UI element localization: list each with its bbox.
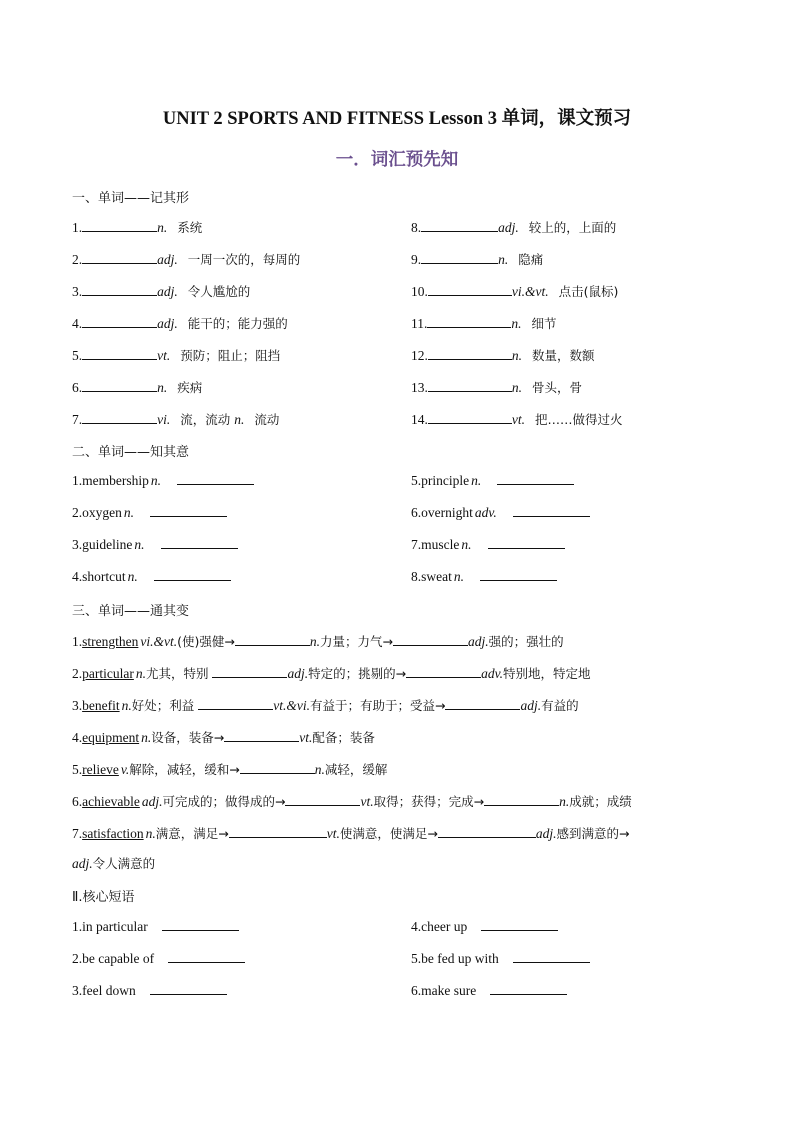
answer-blank[interactable] — [497, 472, 574, 485]
word-form-continuation — [72, 854, 155, 872]
english-word: guideline — [82, 537, 133, 552]
item-number: 2. — [72, 666, 83, 681]
part-of-speech: vt. — [326, 826, 340, 841]
answer-blank[interactable] — [82, 315, 157, 328]
base-word: achievable — [82, 794, 140, 809]
part-of-speech: n. — [453, 569, 464, 584]
part-of-speech: n. — [314, 762, 325, 777]
vocab-row — [411, 346, 595, 364]
phrase-row — [72, 982, 227, 999]
item-number: 1. — [72, 634, 83, 649]
word-meaning-row — [411, 568, 557, 585]
meaning: 流动 — [254, 412, 280, 427]
answer-blank[interactable] — [240, 761, 315, 774]
item-number: 5. — [411, 473, 422, 488]
part-of-speech: vt. — [360, 794, 374, 809]
part-of-speech: n. — [511, 348, 522, 363]
meaning: 成就；成绩 — [569, 794, 632, 809]
item-number: 1. — [72, 220, 83, 235]
phrase: 4.cheer up — [411, 919, 468, 934]
word-meaning-row — [72, 472, 254, 489]
english-word: oxygen — [82, 505, 122, 520]
vocab-row — [72, 410, 279, 428]
item-number: 11. — [411, 316, 428, 331]
item-number: 3. — [72, 698, 83, 713]
vocab-row — [411, 314, 557, 332]
item-number: 3. — [72, 284, 83, 299]
answer-blank[interactable] — [82, 379, 157, 392]
part-of-speech: vi.&vt. — [511, 284, 549, 299]
answer-blank[interactable] — [490, 982, 567, 995]
section-subtitle: 一．词汇预先知 — [335, 150, 459, 170]
answer-blank[interactable] — [224, 729, 299, 742]
section1-heading: 一、单词——记其形 — [72, 191, 190, 206]
phrase-row — [411, 918, 558, 935]
answer-blank[interactable] — [161, 536, 238, 549]
answer-blank[interactable] — [150, 982, 227, 995]
part-of-speech: adj. — [535, 826, 557, 841]
word-meaning-row — [72, 536, 238, 553]
item-number: 1. — [72, 473, 83, 488]
phrase-row — [411, 950, 590, 967]
item-number: 10. — [411, 284, 428, 299]
part-of-speech: adj. — [498, 220, 519, 235]
base-word: equipment — [82, 730, 140, 745]
part-of-speech: adj. — [287, 666, 309, 681]
word-form-row — [72, 760, 387, 778]
answer-blank[interactable] — [421, 251, 498, 264]
answer-blank[interactable] — [154, 568, 231, 581]
part-of-speech: adj. — [157, 316, 178, 331]
part-of-speech: n. — [157, 220, 168, 235]
meaning: 强的；强壮的 — [488, 634, 564, 649]
meaning: 系统 — [177, 220, 203, 235]
part-of-speech: vt. — [157, 348, 171, 363]
english-word: membership — [82, 473, 149, 488]
meaning: 尤其，特别 — [145, 666, 213, 681]
word-form-row — [72, 824, 629, 842]
part-of-speech: n. — [135, 666, 146, 681]
part-of-speech: adj. — [141, 794, 163, 809]
word-form-row — [72, 696, 579, 714]
part-of-speech: n. — [461, 537, 472, 552]
vocab-row — [72, 346, 280, 364]
part-of-speech: n. — [123, 505, 134, 520]
item-number: 6. — [411, 505, 422, 520]
answer-blank[interactable] — [82, 411, 157, 424]
answer-blank[interactable] — [162, 918, 239, 931]
part-of-speech: n. — [134, 537, 145, 552]
part-of-speech: adj. — [72, 856, 93, 871]
meaning: 点击(鼠标) — [558, 284, 619, 299]
vocab-row — [411, 218, 616, 236]
part-of-speech: n. — [511, 380, 522, 395]
item-number: 4. — [72, 730, 83, 745]
meaning: 流，流动 — [180, 412, 235, 427]
item-number: 7. — [72, 412, 83, 427]
answer-blank[interactable] — [82, 347, 157, 360]
answer-blank[interactable] — [177, 472, 254, 485]
answer-blank[interactable] — [438, 825, 536, 838]
meaning: (使)强健→ — [177, 634, 235, 649]
vocab-row — [72, 282, 250, 300]
meaning: 力量；力气→ — [319, 634, 393, 649]
vocab-row — [411, 282, 618, 300]
vocab-row — [72, 218, 202, 236]
vocab-row — [72, 314, 288, 332]
base-word: relieve — [82, 762, 119, 777]
answer-blank[interactable] — [235, 633, 310, 646]
answer-blank[interactable] — [82, 283, 157, 296]
item-number: 13. — [411, 380, 428, 395]
part-of-speech: n. — [157, 380, 168, 395]
meaning: 较上的，上面的 — [528, 220, 617, 235]
meaning: 隐痛 — [518, 252, 544, 267]
part-of-speech: v. — [120, 762, 130, 777]
answer-blank[interactable] — [513, 504, 590, 517]
phrase: 2.be capable of — [72, 951, 155, 966]
part-of-speech: adj. — [467, 634, 489, 649]
item-number: 5. — [72, 348, 83, 363]
answer-blank[interactable] — [484, 793, 559, 806]
english-word: shortcut — [82, 569, 126, 584]
meaning: 设备，装备→ — [151, 730, 225, 745]
item-number: 8. — [411, 220, 422, 235]
part-of-speech: n. — [559, 794, 570, 809]
item-number: 8. — [411, 569, 422, 584]
meaning: 减轻，缓解 — [324, 762, 388, 777]
item-number: 2. — [72, 505, 83, 520]
item-number: 14. — [411, 412, 428, 427]
item-number: 7. — [411, 537, 422, 552]
page-title: UNIT 2 SPORTS AND FITNESS Lesson 3 单词，课文预习 — [162, 109, 632, 129]
vocab-row — [72, 250, 300, 268]
meaning: 可完成的；做得成的→ — [162, 794, 286, 809]
item-number: 12. — [411, 348, 428, 363]
word-meaning-row — [411, 472, 574, 489]
vocab-row — [411, 378, 582, 396]
answer-blank[interactable] — [427, 315, 511, 328]
part-of-speech: vi. — [157, 412, 171, 427]
phrase-row — [72, 950, 245, 967]
part-of-speech: adj. — [157, 252, 178, 267]
part-of-speech: adv. — [474, 505, 497, 520]
meaning: 满意，满足→ — [155, 826, 229, 841]
answer-blank[interactable] — [428, 347, 512, 360]
answer-blank[interactable] — [198, 697, 273, 710]
meaning: 有益于；有助于；受益→ — [309, 698, 446, 713]
section3-heading: 三、单词——通其变 — [72, 604, 190, 619]
meaning: 令人满意的 — [92, 856, 156, 871]
answer-blank[interactable] — [212, 665, 287, 678]
answer-blank[interactable] — [285, 793, 360, 806]
meaning: 骨头，骨 — [532, 380, 583, 395]
item-number: 2. — [72, 252, 83, 267]
english-word: principle — [421, 473, 470, 488]
vocab-row — [411, 250, 543, 268]
english-word: sweat — [421, 569, 452, 584]
word-form-row — [72, 728, 375, 746]
word-meaning-row — [411, 536, 565, 553]
phrase-row — [411, 982, 567, 999]
meaning: 取得；获得；完成→ — [373, 794, 485, 809]
base-word: satisfaction — [82, 826, 144, 841]
answer-blank[interactable] — [445, 697, 520, 710]
english-word: muscle — [421, 537, 460, 552]
part-of-speech: n. — [127, 569, 138, 584]
base-word: benefit — [82, 698, 120, 713]
vocab-row — [411, 410, 623, 428]
answer-blank[interactable] — [82, 219, 157, 232]
part-of-speech: n. — [150, 473, 161, 488]
word-form-row — [72, 792, 632, 810]
part-of-speech: vt.&vi. — [273, 698, 310, 713]
answer-blank[interactable] — [481, 918, 558, 931]
phrase: 1.in particular — [72, 919, 148, 934]
meaning: 解除，减轻，缓和→ — [129, 762, 240, 777]
part-of-speech: adj. — [157, 284, 178, 299]
answer-blank[interactable] — [480, 568, 557, 581]
meaning: 细节 — [531, 316, 557, 331]
item-number: 7. — [72, 826, 83, 841]
meaning: 数量，数额 — [532, 348, 595, 363]
part-of-speech: vi.&vt. — [140, 634, 178, 649]
answer-blank[interactable] — [428, 283, 512, 296]
phrase: 5.be fed up with — [411, 951, 499, 966]
base-word: particular — [82, 666, 134, 681]
meaning: 令人尴尬的 — [187, 284, 251, 299]
meaning: 配备；装备 — [312, 730, 375, 745]
answer-blank[interactable] — [513, 950, 590, 963]
part-of-speech: n. — [309, 634, 320, 649]
part-of-speech: n. — [234, 412, 245, 427]
meaning: 感到满意的→ — [556, 826, 630, 841]
part-of-speech: adj. — [520, 698, 542, 713]
section2-heading: 二、单词——知其意 — [72, 445, 190, 460]
answer-blank[interactable] — [428, 411, 512, 424]
part-of-speech: adv. — [481, 666, 503, 681]
meaning: 好处；利益 — [131, 698, 199, 713]
part-of-speech: n. — [511, 316, 522, 331]
meaning: 疾病 — [177, 380, 203, 395]
answer-blank[interactable] — [421, 219, 498, 232]
word-form-row — [72, 664, 590, 682]
meaning: 特定的；挑剔的→ — [308, 666, 407, 681]
answer-blank[interactable] — [428, 379, 512, 392]
part-of-speech: n. — [498, 252, 509, 267]
answer-blank[interactable] — [406, 665, 481, 678]
section4-heading: Ⅱ.核心短语 — [72, 890, 135, 905]
meaning: 能干的；能力强的 — [187, 316, 288, 331]
item-number: 9. — [411, 252, 422, 267]
phrase: 6.make sure — [411, 983, 477, 998]
answer-blank[interactable] — [229, 825, 327, 838]
meaning: 特别地，特定地 — [502, 666, 591, 681]
part-of-speech: vt. — [299, 730, 313, 745]
answer-blank[interactable] — [82, 251, 157, 264]
item-number: 6. — [72, 794, 83, 809]
part-of-speech: vt. — [511, 412, 525, 427]
meaning: 有益的 — [541, 698, 579, 713]
part-of-speech: n. — [145, 826, 156, 841]
word-form-row — [72, 632, 564, 650]
item-number: 6. — [72, 380, 83, 395]
word-meaning-row — [72, 504, 227, 521]
item-number: 4. — [72, 316, 83, 331]
meaning: 一周一次的，每周的 — [187, 252, 301, 267]
answer-blank[interactable] — [393, 633, 468, 646]
meaning: 使满意，使满足→ — [339, 826, 438, 841]
part-of-speech: n. — [121, 698, 132, 713]
phrase: 3.feel down — [72, 983, 136, 998]
word-meaning-row — [411, 504, 590, 521]
part-of-speech: n. — [471, 473, 482, 488]
meaning: 把……做得过火 — [535, 412, 623, 427]
answer-blank[interactable] — [168, 950, 245, 963]
phrase-row — [72, 918, 239, 935]
part-of-speech: n. — [141, 730, 152, 745]
english-word: overnight — [421, 505, 473, 520]
item-number: 4. — [72, 569, 83, 584]
vocab-row — [72, 378, 202, 396]
word-meaning-row — [72, 568, 231, 585]
meaning: 预防；阻止；阻挡 — [180, 348, 281, 363]
answer-blank[interactable] — [150, 504, 227, 517]
base-word: strengthen — [82, 634, 139, 649]
item-number: 5. — [72, 762, 83, 777]
item-number: 3. — [72, 537, 83, 552]
answer-blank[interactable] — [488, 536, 565, 549]
